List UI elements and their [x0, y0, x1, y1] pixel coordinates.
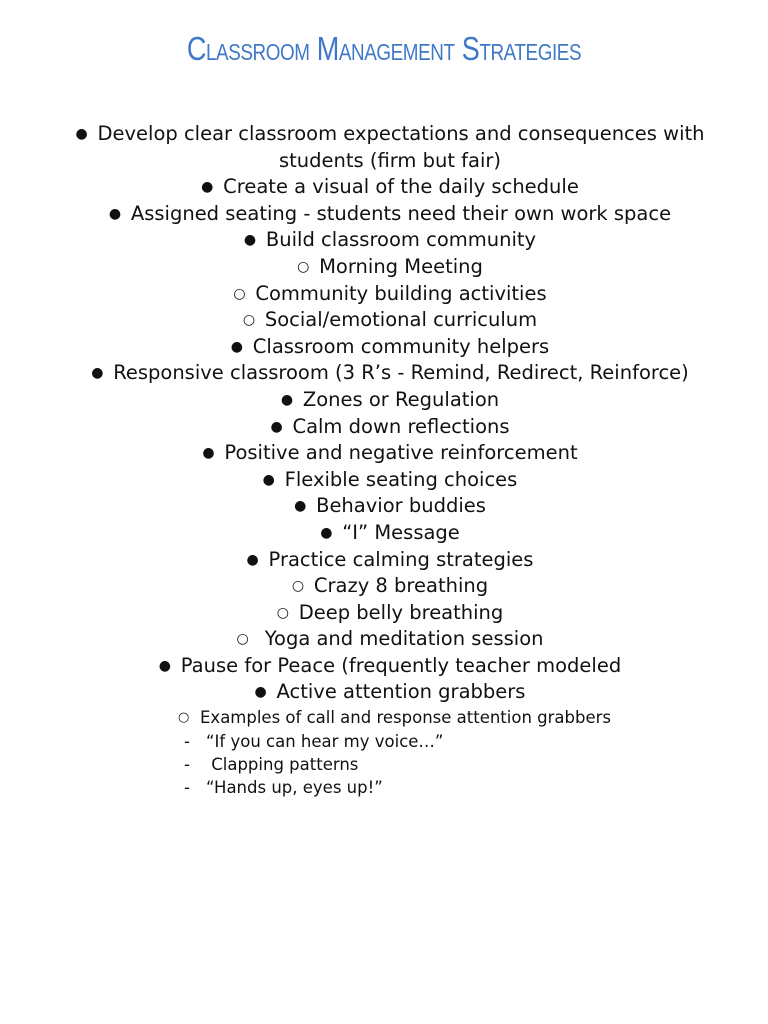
list-item — [40, 360, 740, 387]
list-item-text: Yoga and meditation session — [258, 627, 544, 651]
list-item — [40, 174, 740, 201]
bullet-icon: ● — [91, 365, 104, 382]
bullet-icon: ● — [270, 418, 283, 435]
circle-bullet-icon: ○ — [297, 258, 310, 275]
dash-icon: - — [184, 732, 190, 751]
attention-grabbers-heading — [178, 706, 611, 729]
list-item — [184, 776, 443, 799]
bullet-icon: ● — [201, 179, 214, 196]
list-item-text: Deep belly breathing — [298, 600, 504, 624]
list-item — [40, 520, 740, 547]
bullet-icon: ● — [108, 205, 122, 222]
list-item — [40, 414, 740, 441]
bullet-icon: ● — [280, 391, 294, 408]
list-item-text: “Hands up, eyes up!” — [206, 778, 383, 797]
list-item — [40, 227, 740, 254]
list-item-text: Active attention grabbers — [276, 680, 526, 704]
list-item-text: Responsive classroom (3 R’s - Remind, Redirect, Reinforce) — [113, 361, 689, 385]
bullet-icon: ● — [243, 232, 257, 249]
bullet-icon: ● — [202, 445, 215, 462]
circle-bullet-icon: ○ — [233, 285, 246, 302]
strategy-list — [40, 121, 740, 706]
list-item — [40, 440, 740, 467]
list-item — [40, 254, 740, 281]
list-item — [184, 730, 443, 753]
list-item — [40, 201, 740, 228]
bullet-icon: ● — [320, 524, 333, 541]
list-item — [40, 467, 740, 494]
circle-bullet-icon: ○ — [236, 631, 249, 648]
page-title: Classroom Management Strategies — [186, 30, 582, 67]
list-item — [184, 753, 443, 776]
list-item — [40, 653, 740, 680]
list-item — [40, 600, 740, 627]
list-item — [40, 334, 740, 361]
list-item-text: Practice calming strategies — [268, 547, 534, 571]
bullet-icon: ● — [254, 684, 267, 701]
list-item-text: “If you can hear my voice…” — [206, 732, 444, 751]
dash-icon: - — [184, 755, 190, 774]
circle-bullet-icon: ○ — [178, 710, 190, 725]
list-item — [40, 626, 740, 653]
list-item-text: Social/emotional curriculum — [264, 308, 538, 332]
list-item — [40, 493, 740, 520]
bullet-icon: ● — [158, 657, 171, 674]
dash-icon: - — [184, 778, 190, 797]
list-item-text: Positive and negative reinforcement — [224, 441, 578, 465]
list-item-text: Community building activities — [255, 281, 547, 305]
list-item-text: Morning Meeting — [319, 254, 483, 278]
list-item-text: Create a visual of the daily schedule — [223, 175, 579, 199]
list-item-text: Classroom community helpers — [252, 334, 550, 358]
bullet-icon: ● — [246, 551, 259, 568]
circle-bullet-icon: ○ — [276, 604, 289, 621]
circle-bullet-icon: ○ — [242, 312, 256, 329]
list-item — [40, 307, 740, 334]
list-item-text: Assigned seating - students need their own work space — [130, 201, 672, 225]
list-item-text: “I” Message — [342, 520, 460, 544]
list-item-text: Crazy 8 breathing — [313, 574, 489, 598]
list-item-text: Flexible seating choices — [284, 467, 518, 491]
bullet-icon: ● — [75, 126, 88, 142]
list-item — [40, 121, 740, 174]
list-item — [40, 281, 740, 308]
list-item-text: Examples of call and response attention grabbers — [200, 708, 612, 727]
list-item-text: Build classroom community — [265, 228, 537, 252]
list-item — [40, 387, 740, 414]
list-item-text: Zones or Regulation — [302, 387, 500, 411]
list-item — [40, 573, 740, 600]
list-item-text: Clapping patterns — [206, 755, 359, 774]
attention-grabber-examples — [184, 730, 443, 799]
bullet-icon: ● — [262, 471, 275, 488]
bullet-icon: ● — [294, 498, 307, 515]
list-item — [40, 547, 740, 574]
circle-bullet-icon: ○ — [291, 578, 305, 595]
list-item-text: Behavior buddies — [316, 494, 486, 518]
list-item-text: Develop clear classroom expectations and consequences with students (firm but fair) — [97, 122, 705, 172]
list-item-text: Pause for Peace (frequently teacher modeled — [180, 653, 622, 677]
list-item — [40, 679, 740, 706]
bullet-icon: ● — [230, 338, 243, 355]
list-item-text: Calm down reflections — [292, 414, 510, 438]
